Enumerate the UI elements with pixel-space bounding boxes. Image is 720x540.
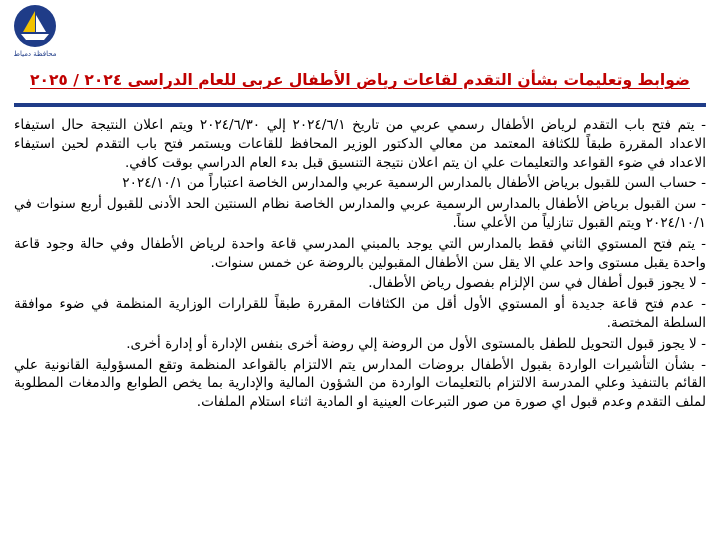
rule-item-2 [14, 174, 706, 193]
governorate-logo [6, 4, 64, 66]
rule-text: - عدم فتح قاعة جديدة أو المستوي الأول أقل من الكثافات المقررة طبقاً للقرارات الوزارية المنظمة في ضوء موافقة السلطة المختصة. [14, 296, 706, 331]
rule-text: - يتم فتح المستوي الثاني فقط بالمدارس التي يوجد بالمبني المدرسي قاعة واحدة لرياض الأطفال وفي حالة وجود قاعة واحدة يقبل مستوى واحد علي الا يقل سن الأطفال المقبولين بالروضة عن خمس سنوات. [14, 235, 706, 271]
rule-text: - حساب السن للقبول برياض الأطفال بالمدارس الرسمية عربي والمدارس الخاصة اعتباراً من ٢٠٢٤/١٠/١ [122, 175, 706, 192]
rule-text: - سن القبول برياض الأطفال بالمدارس الرسمية عربي والمدارس الخاصة نظام السنتين الحد الأدنى للقبول أربع سنوات في ٢٠٢٤/١٠/١ ويتم القبول تنازلياً من الأعلي سناً. [14, 196, 706, 231]
rule-item-3 [14, 195, 706, 233]
rule-item-4 [14, 235, 706, 273]
rule-text: - لا يجوز قبول أطفال في سن الإلزام بفصول رياض الأطفال. [368, 275, 706, 292]
page-title: ضوابط وتعليمات بشأن التقدم لقاعات رياض الأطفال عربى للعام الدراسى ٢٠٢٤ / ٢٠٢٥ [30, 71, 690, 89]
title-divider [14, 103, 706, 107]
boat-logo-icon [13, 4, 57, 48]
rule-item-1 [14, 116, 706, 172]
rule-item-5 [14, 274, 706, 293]
rule-item-7 [14, 335, 706, 354]
title-container [0, 70, 720, 89]
rule-text: - لا يجوز قبول التحويل للطفل بالمستوى الأول من الروضة إلي روضة أخرى بنفس الإدارة أو إدارة أخرى. [126, 335, 706, 352]
rule-text: - بشأن التأشيرات الواردة بقبول الأطفال بروضات المدارس يتم الالتزام بالقواعد المنظمة وتقع المسؤولية القانونية علي القائم بالتنفيذ وعلي المدرسة الالتزام بالتعليمات الواردة من الشؤون المالية والإدارية بما يخص الطوابع والدمغات المطلوبة لملف التقدم وعدم قبول اي صورة من صور التبرعات العينية او المادية اثناء استلام الملفات. [14, 356, 706, 411]
rule-item-6 [14, 295, 706, 333]
rule-item-8 [14, 356, 706, 412]
rules-list [14, 116, 706, 414]
logo-caption: محافظة دمياط [13, 50, 57, 58]
rule-text: - يتم فتح باب التقدم لرياض الأطفال رسمي عربي من تاريخ ٢٠٢٤/٦/١ إلي ٢٠٢٤/٦/٣٠ ويتم اعلان النتيجة حال استيفاء الاعداد المقررة طبقاً للكثافة المعتمد من معالي الدكتور الوزير المحافظ للقاعات ويستمر فتح باب التقدم لحين استيفاء الاعداد في ضوء القواعد والتعليمات علي ان يتم اعلان نتيجة التنسيق قبل بدء العام الدراسي بوقت كافي. [14, 117, 706, 171]
